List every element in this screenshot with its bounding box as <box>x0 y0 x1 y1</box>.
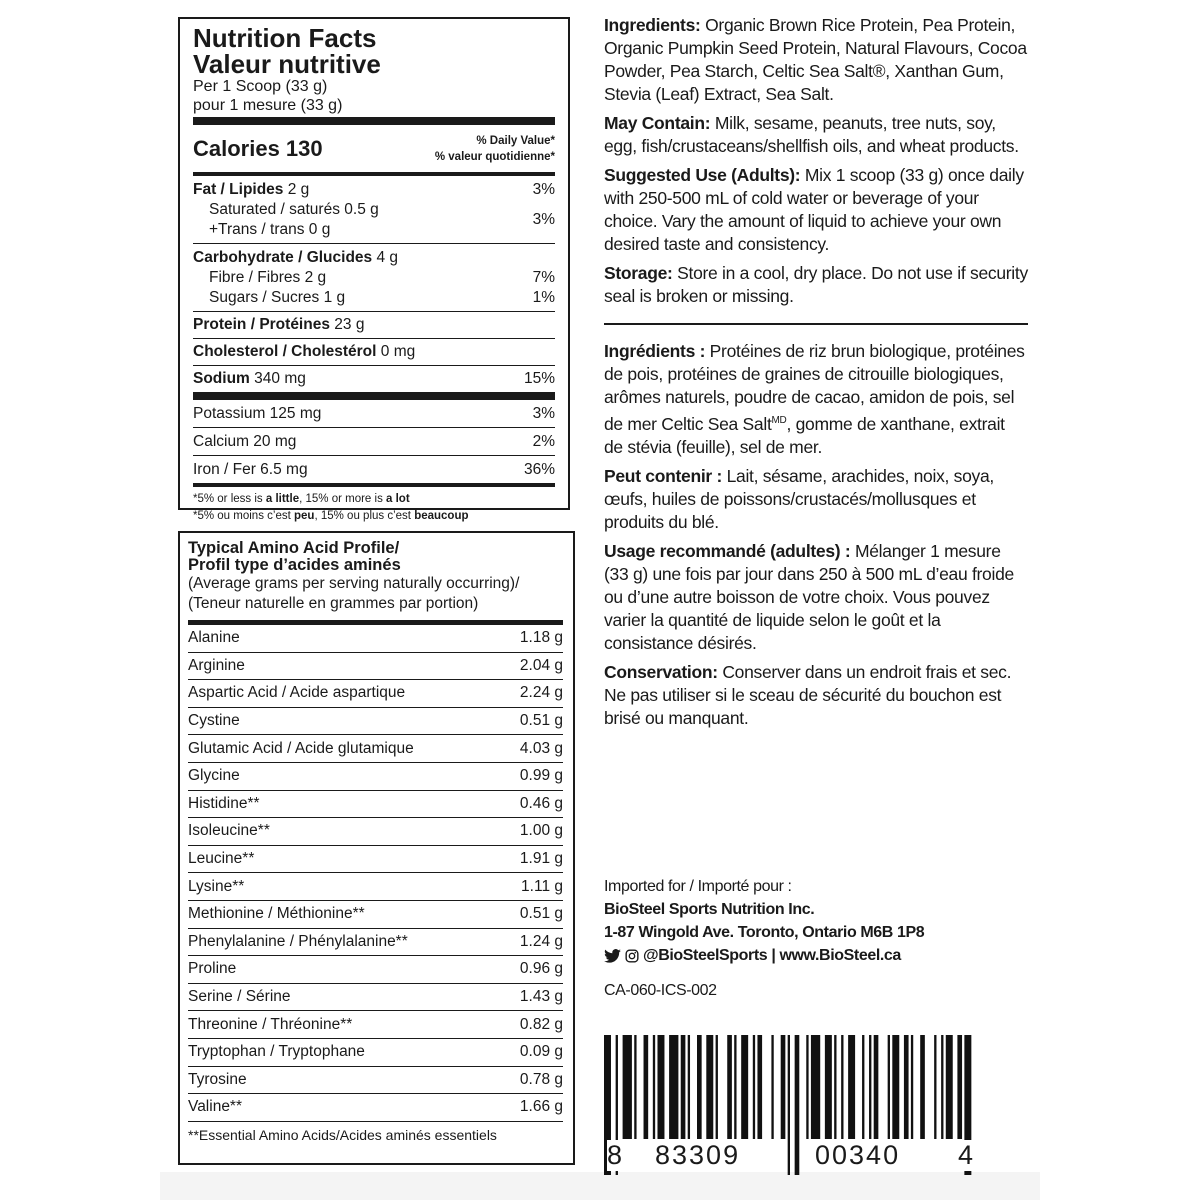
saturated-label: Saturated / saturés 0.5 g <box>209 201 379 218</box>
barcode-bar <box>904 1035 909 1139</box>
amino-name: Glycine <box>188 767 240 785</box>
social-handle: @BioSteelSports | www.BioSteel.ca <box>643 947 901 964</box>
carb-group <box>193 244 555 312</box>
may-contain-fr: Peut contenir : Lait, sésame, arachides, noix, soya, œufs, huiles de poissons/crustacés/mollusques et produits du blé. <box>604 465 994 532</box>
barcode-bar <box>688 1035 690 1139</box>
table-row <box>188 1039 563 1067</box>
amino-value: 0.96 g <box>519 960 563 978</box>
fat-amount: 2 g <box>287 181 310 198</box>
daily-value-en: % Daily Value* <box>476 134 555 147</box>
amino-value: 1.24 g <box>519 932 563 950</box>
iron-label: Iron / Fer 6.5 mg <box>193 460 308 478</box>
trans-label: +Trans / trans 0 g <box>209 221 331 238</box>
barcode-bar <box>834 1035 836 1139</box>
barcode-bar <box>634 1035 636 1139</box>
table-row <box>188 1067 563 1095</box>
carb-row <box>193 248 555 268</box>
importer-address: 1-87 Wingold Ave. Toronto, Ontario M6B 1P8 <box>604 924 925 941</box>
table-row <box>188 1011 563 1039</box>
amino-name: Cystine <box>188 712 240 730</box>
sugars-row <box>193 288 555 308</box>
amino-subtitle-fr: (Teneur naturelle en grammes par portion) <box>188 595 479 612</box>
amino-name: Tyrosine <box>188 1070 247 1088</box>
carb-label: Carbohydrate / Glucides <box>193 249 373 266</box>
amino-name: Methionine / Méthionine** <box>188 905 365 923</box>
amino-name: Aspartic Acid / Acide aspartique <box>188 684 406 702</box>
amino-name: Tryptophan / Tryptophane <box>188 1043 365 1061</box>
protein-row <box>193 312 555 339</box>
barcode-digit-last: 4 <box>958 1140 976 1170</box>
fibre-label: Fibre / Fibres 2 g <box>209 269 327 286</box>
barcode-bar <box>811 1035 820 1139</box>
sodium-amount: 340 mg <box>254 370 306 387</box>
amino-table <box>188 625 563 1122</box>
table-row <box>188 680 563 708</box>
table-row <box>188 984 563 1012</box>
cholesterol-label: Cholesterol / Cholestérol <box>193 343 377 360</box>
may-contain-en: May Contain: Milk, sesame, peanuts, tree nuts, soy, egg, fish/crustaceans/shellfish oils, and wheat products. <box>604 113 1019 156</box>
sugars-dv: 1% <box>532 289 555 306</box>
calcium-label: Calcium 20 mg <box>193 432 297 450</box>
nutrition-footnote <box>193 487 555 525</box>
table-row <box>188 818 563 846</box>
barcode-bar <box>862 1035 864 1139</box>
amino-acid-panel <box>178 531 575 1165</box>
barcode-bar <box>781 1035 786 1139</box>
amino-name: Threonine / Thréonine** <box>188 1015 353 1033</box>
fat-label: Fat / Lipides <box>193 181 284 198</box>
thick-divider <box>193 117 555 125</box>
barcode-bar <box>771 1035 773 1139</box>
sat-trans-row <box>193 200 555 240</box>
barcode-bar <box>911 1035 913 1139</box>
amino-value: 0.09 g <box>519 1043 563 1061</box>
table-row <box>188 929 563 957</box>
barcode-bar <box>874 1035 879 1139</box>
amino-subtitle-en: (Average grams per serving naturally occurring)/ <box>188 575 520 592</box>
barcode-digit-first: 8 <box>607 1140 625 1170</box>
barcode-digits-group1: 83309 <box>655 1140 741 1170</box>
calcium-dv: 2% <box>532 432 555 450</box>
barcode-bar <box>706 1035 713 1139</box>
amino-name: Histidine** <box>188 794 260 812</box>
product-code: CA-060-ICS-002 <box>604 982 717 999</box>
potassium-row <box>193 400 555 428</box>
calcium-row <box>193 428 555 456</box>
barcode-bar <box>946 1035 953 1139</box>
table-row <box>188 735 563 763</box>
table-row <box>188 791 563 819</box>
barcode-bar <box>753 1035 755 1139</box>
barcode-bar <box>934 1035 936 1139</box>
amino-name: Arginine <box>188 656 245 674</box>
twitter-icon <box>604 949 621 963</box>
amino-footnote: **Essential Amino Acids/Acides aminés essentiels <box>188 1126 497 1143</box>
amino-name: Serine / Sérine <box>188 988 291 1006</box>
cholesterol-row <box>193 339 555 366</box>
potassium-label: Potassium 125 mg <box>193 404 322 422</box>
serving-size-fr: pour 1 mesure (33 g) <box>193 97 343 114</box>
importer-company: BioSteel Sports Nutrition Inc. <box>604 901 815 918</box>
barcode-bar <box>795 1035 800 1175</box>
barcode-bar <box>669 1035 678 1139</box>
amino-name: Proline <box>188 960 237 978</box>
cholesterol-amount: 0 mg <box>380 343 416 360</box>
storage-en: Storage: Store in a cool, dry place. Do not use if security seal is broken or missing. <box>604 263 1028 306</box>
amino-name: Isoleucine** <box>188 822 270 840</box>
barcode-bar <box>788 1035 790 1175</box>
amino-name: Valine** <box>188 1098 243 1116</box>
barcode-bar <box>941 1035 943 1139</box>
barcode-bar <box>892 1035 899 1139</box>
language-divider <box>604 323 1028 325</box>
barcode-bar <box>657 1035 664 1139</box>
barcode-bar <box>741 1035 748 1139</box>
amino-value: 1.18 g <box>519 629 563 647</box>
barcode-bar <box>644 1035 649 1139</box>
table-row <box>188 901 563 929</box>
amino-name: Alanine <box>188 629 240 647</box>
barcode-bar <box>623 1035 632 1139</box>
daily-value-fr: % valeur quotidienne* <box>434 150 555 163</box>
daily-value-header <box>435 133 555 165</box>
barcode-bar <box>869 1035 871 1139</box>
ingredients-en: Ingredients: Organic Brown Rice Protein, Pea Protein, Organic Pumpkin Seed Protein, Natural Flavours, Cocoa Powder, Pea Starch, Celtic Sea Salt®, Xanthan Gum, Stevia (Leaf) Extract, Sea Salt. <box>604 15 1027 104</box>
fat-row <box>193 180 555 200</box>
amino-name: Leucine** <box>188 850 255 868</box>
importer-block <box>604 875 924 1002</box>
sugars-label: Sugars / Sucres 1 g <box>209 289 346 306</box>
amino-title-en: Typical Amino Acid Profile/ <box>188 539 400 557</box>
calories-row <box>193 125 555 176</box>
potassium-dv: 3% <box>532 404 555 422</box>
amino-value: 0.46 g <box>519 794 563 812</box>
barcode-digits-group2: 00340 <box>815 1140 901 1170</box>
table-row <box>188 708 563 736</box>
table-row <box>188 653 563 681</box>
barcode-bar <box>920 1035 925 1139</box>
barcode-bar <box>806 1035 808 1139</box>
protein-label: Protein / Protéines <box>193 316 330 333</box>
amino-value: 0.99 g <box>519 767 563 785</box>
suggested-use-en: Suggested Use (Adults): Mix 1 scoop (33 g) once daily with 250-500 mL of cold water or beverage of your choice. Vary the amount of liquid to achieve your own desired taste and consistency. <box>604 165 1024 254</box>
suggested-use-fr: Usage recommandé (adultes) : Mélanger 1 mesure (33 g) une fois par jour dans 250 à 500 mL d’eau froide ou d’une autre boisson de votre choix. Vous pouvez varier la quantité de liquide selon le goût et la consistance désirés. <box>604 540 1014 653</box>
table-row <box>188 625 563 653</box>
protein-amount: 23 g <box>334 316 365 333</box>
barcode-bar <box>957 1035 962 1139</box>
amino-value: 0.82 g <box>519 1015 563 1033</box>
amino-value: 0.78 g <box>519 1070 563 1088</box>
barcode-bar <box>727 1035 732 1139</box>
barcode-bar <box>734 1035 736 1139</box>
instagram-icon <box>625 949 639 963</box>
amino-name: Phenylalanine / Phénylalanine** <box>188 932 408 950</box>
table-row <box>188 873 563 901</box>
sodium-label: Sodium <box>193 370 250 387</box>
fat-dv: 3% <box>532 181 555 198</box>
storage-fr: Conservation: Conserver dans un endroit frais et sec. Ne pas utiliser si le sceau de sécurité du bouchon est brisé ou manquant. <box>604 661 1012 728</box>
footnote-en: *5% or less is a little, 15% or more is a lot <box>193 493 410 505</box>
importer-intro: Imported for / Importé pour : <box>604 878 792 895</box>
nutrition-facts-panel <box>178 17 570 522</box>
nutrition-title-en: Nutrition Facts <box>193 23 377 53</box>
serving-size-en: Per 1 Scoop (33 g) <box>193 78 328 95</box>
amino-value: 1.00 g <box>519 822 563 840</box>
amino-value: 1.66 g <box>519 1098 563 1116</box>
table-row <box>188 846 563 874</box>
iron-row <box>193 456 555 487</box>
sodium-row <box>193 366 555 400</box>
nutrition-title-fr: Valeur nutritive <box>193 49 381 79</box>
amino-value: 1.43 g <box>519 988 563 1006</box>
barcode-bar <box>716 1035 718 1139</box>
barcode-bar <box>841 1035 843 1139</box>
english-info <box>604 14 1028 314</box>
social-line <box>604 944 924 967</box>
table-row <box>188 1094 563 1122</box>
sodium-dv: 15% <box>523 370 555 387</box>
barcode-bar <box>681 1035 686 1139</box>
amino-value: 0.51 g <box>519 712 563 730</box>
french-info <box>604 340 1028 736</box>
sat-trans-dv: 3% <box>532 211 555 228</box>
barcode-bar <box>653 1035 655 1139</box>
table-row <box>188 763 563 791</box>
fibre-dv: 7% <box>532 269 555 286</box>
barcode-bar <box>848 1035 855 1139</box>
amino-value: 4.03 g <box>519 739 563 757</box>
fibre-row <box>193 268 555 288</box>
amino-title-fr: Profil type d’acides aminés <box>188 556 401 574</box>
table-row <box>188 956 563 984</box>
barcode-bar <box>888 1035 890 1139</box>
amino-name: Lysine** <box>188 877 245 895</box>
amino-value: 2.04 g <box>519 656 563 674</box>
ingredients-fr: Ingrédients : Protéines de riz brun biologique, protéines de pois, protéines de graines de citrouille biologiques, arômes naturels, poudre de cacao, amidon de pois, sel de mer Celtic Sea Salt$^{MD}$, gomme de xanthane, extrait de stévia (feuille), sel de mer. <box>604 341 1025 457</box>
barcode-bar <box>757 1035 762 1139</box>
amino-value: 2.24 g <box>519 684 563 702</box>
barcode-bar <box>697 1035 702 1139</box>
carb-amount: 4 g <box>376 249 399 266</box>
iron-dv: 36% <box>523 460 555 478</box>
amino-value: 1.91 g <box>519 850 563 868</box>
amino-name: Glutamic Acid / Acide glutamique <box>188 739 414 757</box>
fat-group <box>193 176 555 244</box>
footnote-fr: *5% ou moins c’est peu, 15% ou plus c’est beaucoup <box>193 510 469 522</box>
amino-value: 1.11 g <box>521 877 563 895</box>
amino-value: 0.51 g <box>519 905 563 923</box>
barcode-bar <box>825 1035 832 1139</box>
bottom-background-band <box>160 1172 1040 1200</box>
calories-label: Calories 130 <box>193 135 323 161</box>
